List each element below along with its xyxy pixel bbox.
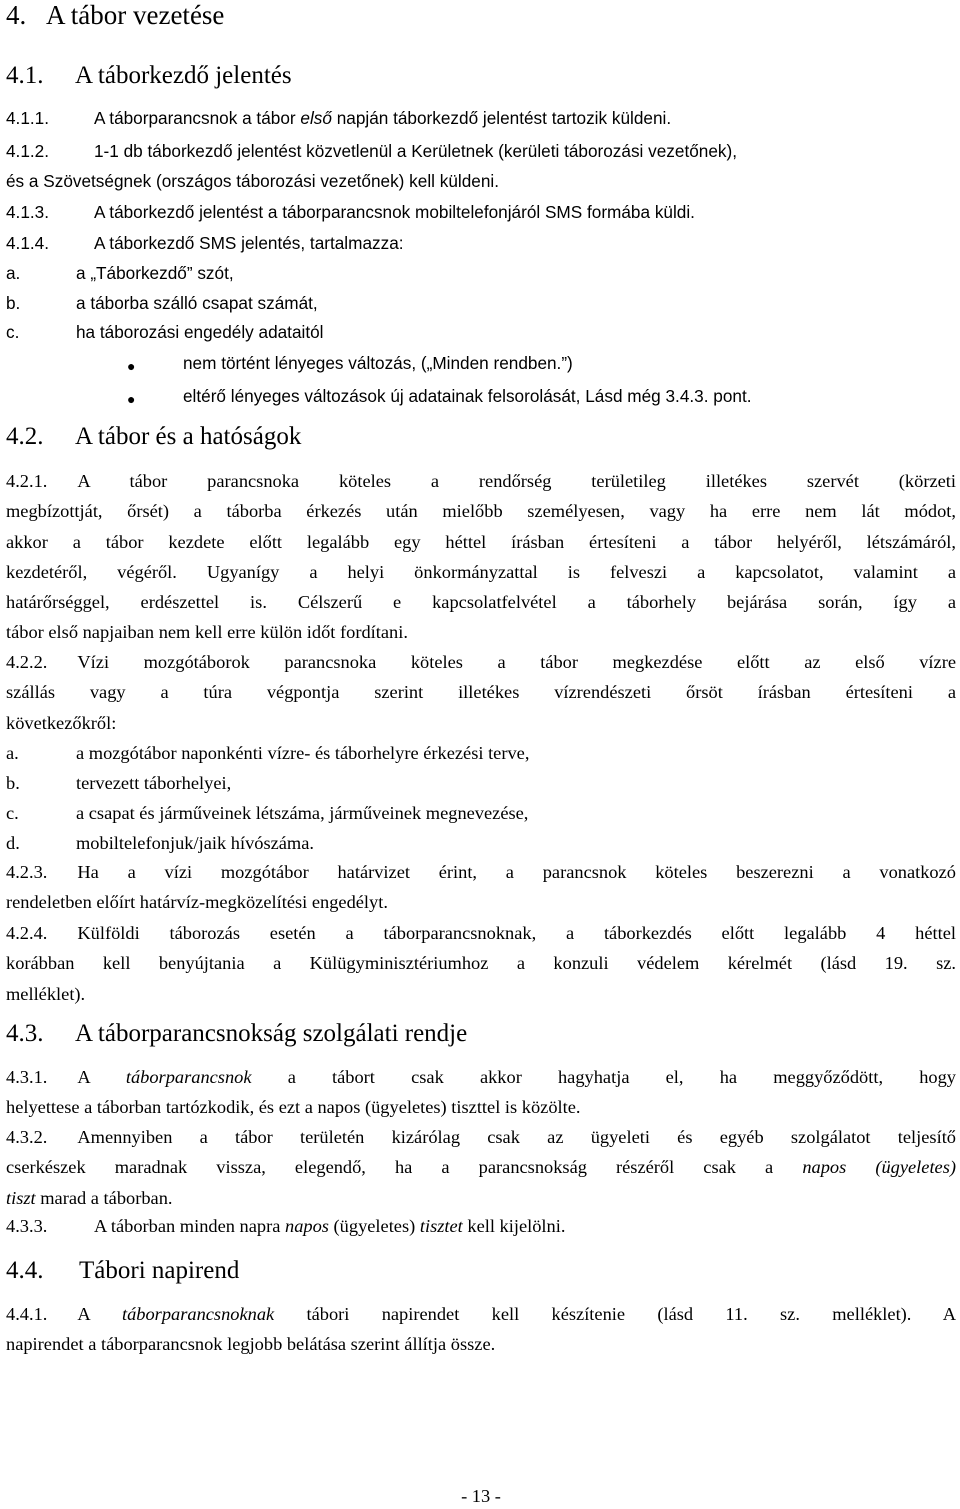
paragraph-4-3-2: 4.3.2. Amennyiben a tábor területén kizárólag csak az ügyeleti és egyéb szolgálatot teljesítő cserkészek maradnak vissza, elegendő, ha a parancsnokság részéről csak a napos (ügyeletes) tiszt marad a táborban.	[6, 1127, 956, 1208]
paragraph-4-3-1: 4.3.1. A táborparancsnok a tábort csak akkor hagyhatja el, ha meggyőződött, hogy helyettese a táborban tartózkodik, és ezt a napos (ügyeletes) tiszttel is közölte.	[6, 1067, 956, 1118]
paragraph-4-4-1: 4.4.1. A táborparancsnoknak tábori napirendet kell készítenie (lásd 11. sz. melléklet). A napirendet a táborparancsnok legjobb belátása szerint állítja össze.	[6, 1304, 956, 1355]
bullet-icon: ●	[127, 358, 136, 374]
paragraph-4-2-3: 4.2.3. Ha a vízi mozgótábor határvizet érint, a parancsnok köteles beszerezni a vonatkozó rendeletben előírt határvíz-megközelítési engedélyt.	[6, 862, 956, 913]
paragraph-4-2-1: 4.2.1. A tábor parancsnoka köteles a rendőrség területileg illetékes szervét (körzeti megbízottját, őrsét) a táborba érkezés után mielőbb személyesen, vagy ha erre nem lát módot, akkor a tábor kezdete előtt legalább egy héttel írásban értesíteni a tábor helyéről, létszámáról, kezdetéről, végéről. Ugyanígy a helyi önkormányzattal is felveszi a kapcsolatot, valamint a határőrséggel, erdészettel is. Célszerű e kapcsolatfelvétel a táborhely bejárása során, így a tábor első napjaiban nem kell erre külön időt fordítani.	[6, 471, 956, 643]
bullet-icon: ●	[127, 391, 136, 407]
paragraph-4-2-4: 4.2.4. Külföldi táborozás esetén a táborparancsnoknak, a táborkezdés előtt legalább 4 héttel korábban kell benyújtania a Külügyminisztériumhoz a konzuli védelem kérelmét (lásd 19. sz. melléklet).	[6, 923, 956, 1004]
page-number: - 13 -	[461, 1486, 501, 1506]
paragraph-4-2-2: 4.2.2. Vízi mozgótáborok parancsnoka köteles a tábor megkezdése előtt az első vízre szállás vagy a túra végpontja szerint illetékes vízrendészeti őrsöt írásban értesíteni a következőkről:	[6, 652, 956, 733]
